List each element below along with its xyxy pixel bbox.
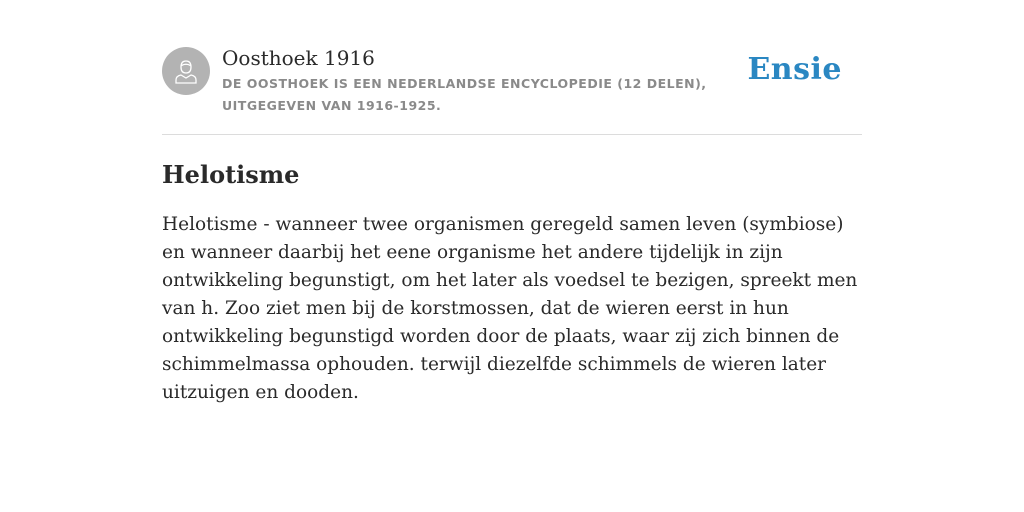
user-icon	[172, 57, 200, 85]
brand-logo[interactable]: Ensie	[747, 52, 842, 87]
source-title[interactable]: Oosthoek 1916	[222, 46, 375, 70]
source-info	[222, 45, 762, 117]
avatar[interactable]	[162, 47, 210, 95]
source-description: DE OOSTHOEK IS EEN NEDERLANDSE ENCYCLOPEDIE (12 DELEN), UITGEGEVEN VAN 1916-1925.	[222, 76, 707, 113]
source-header	[162, 45, 862, 135]
article-title: Helotisme	[162, 160, 300, 189]
article-body: Helotisme - wanneer twee organismen geregeld samen leven (symbiose) en wanneer daarbij het eene organisme het andere tijdelijk in zijn ontwikkeling begunstigt, om het later als voedsel te bezigen, spreekt men van h. Zoo ziet men bij de korstmossen, dat de wieren eerst in hun ontwikkeling begunstigd worden door de plaats, waar zij zich binnen de schimmelmassa ophouden. terwijl diezelfde schimmels de wieren later uitzuigen en dooden.	[162, 214, 858, 403]
entry-card	[162, 45, 862, 407]
